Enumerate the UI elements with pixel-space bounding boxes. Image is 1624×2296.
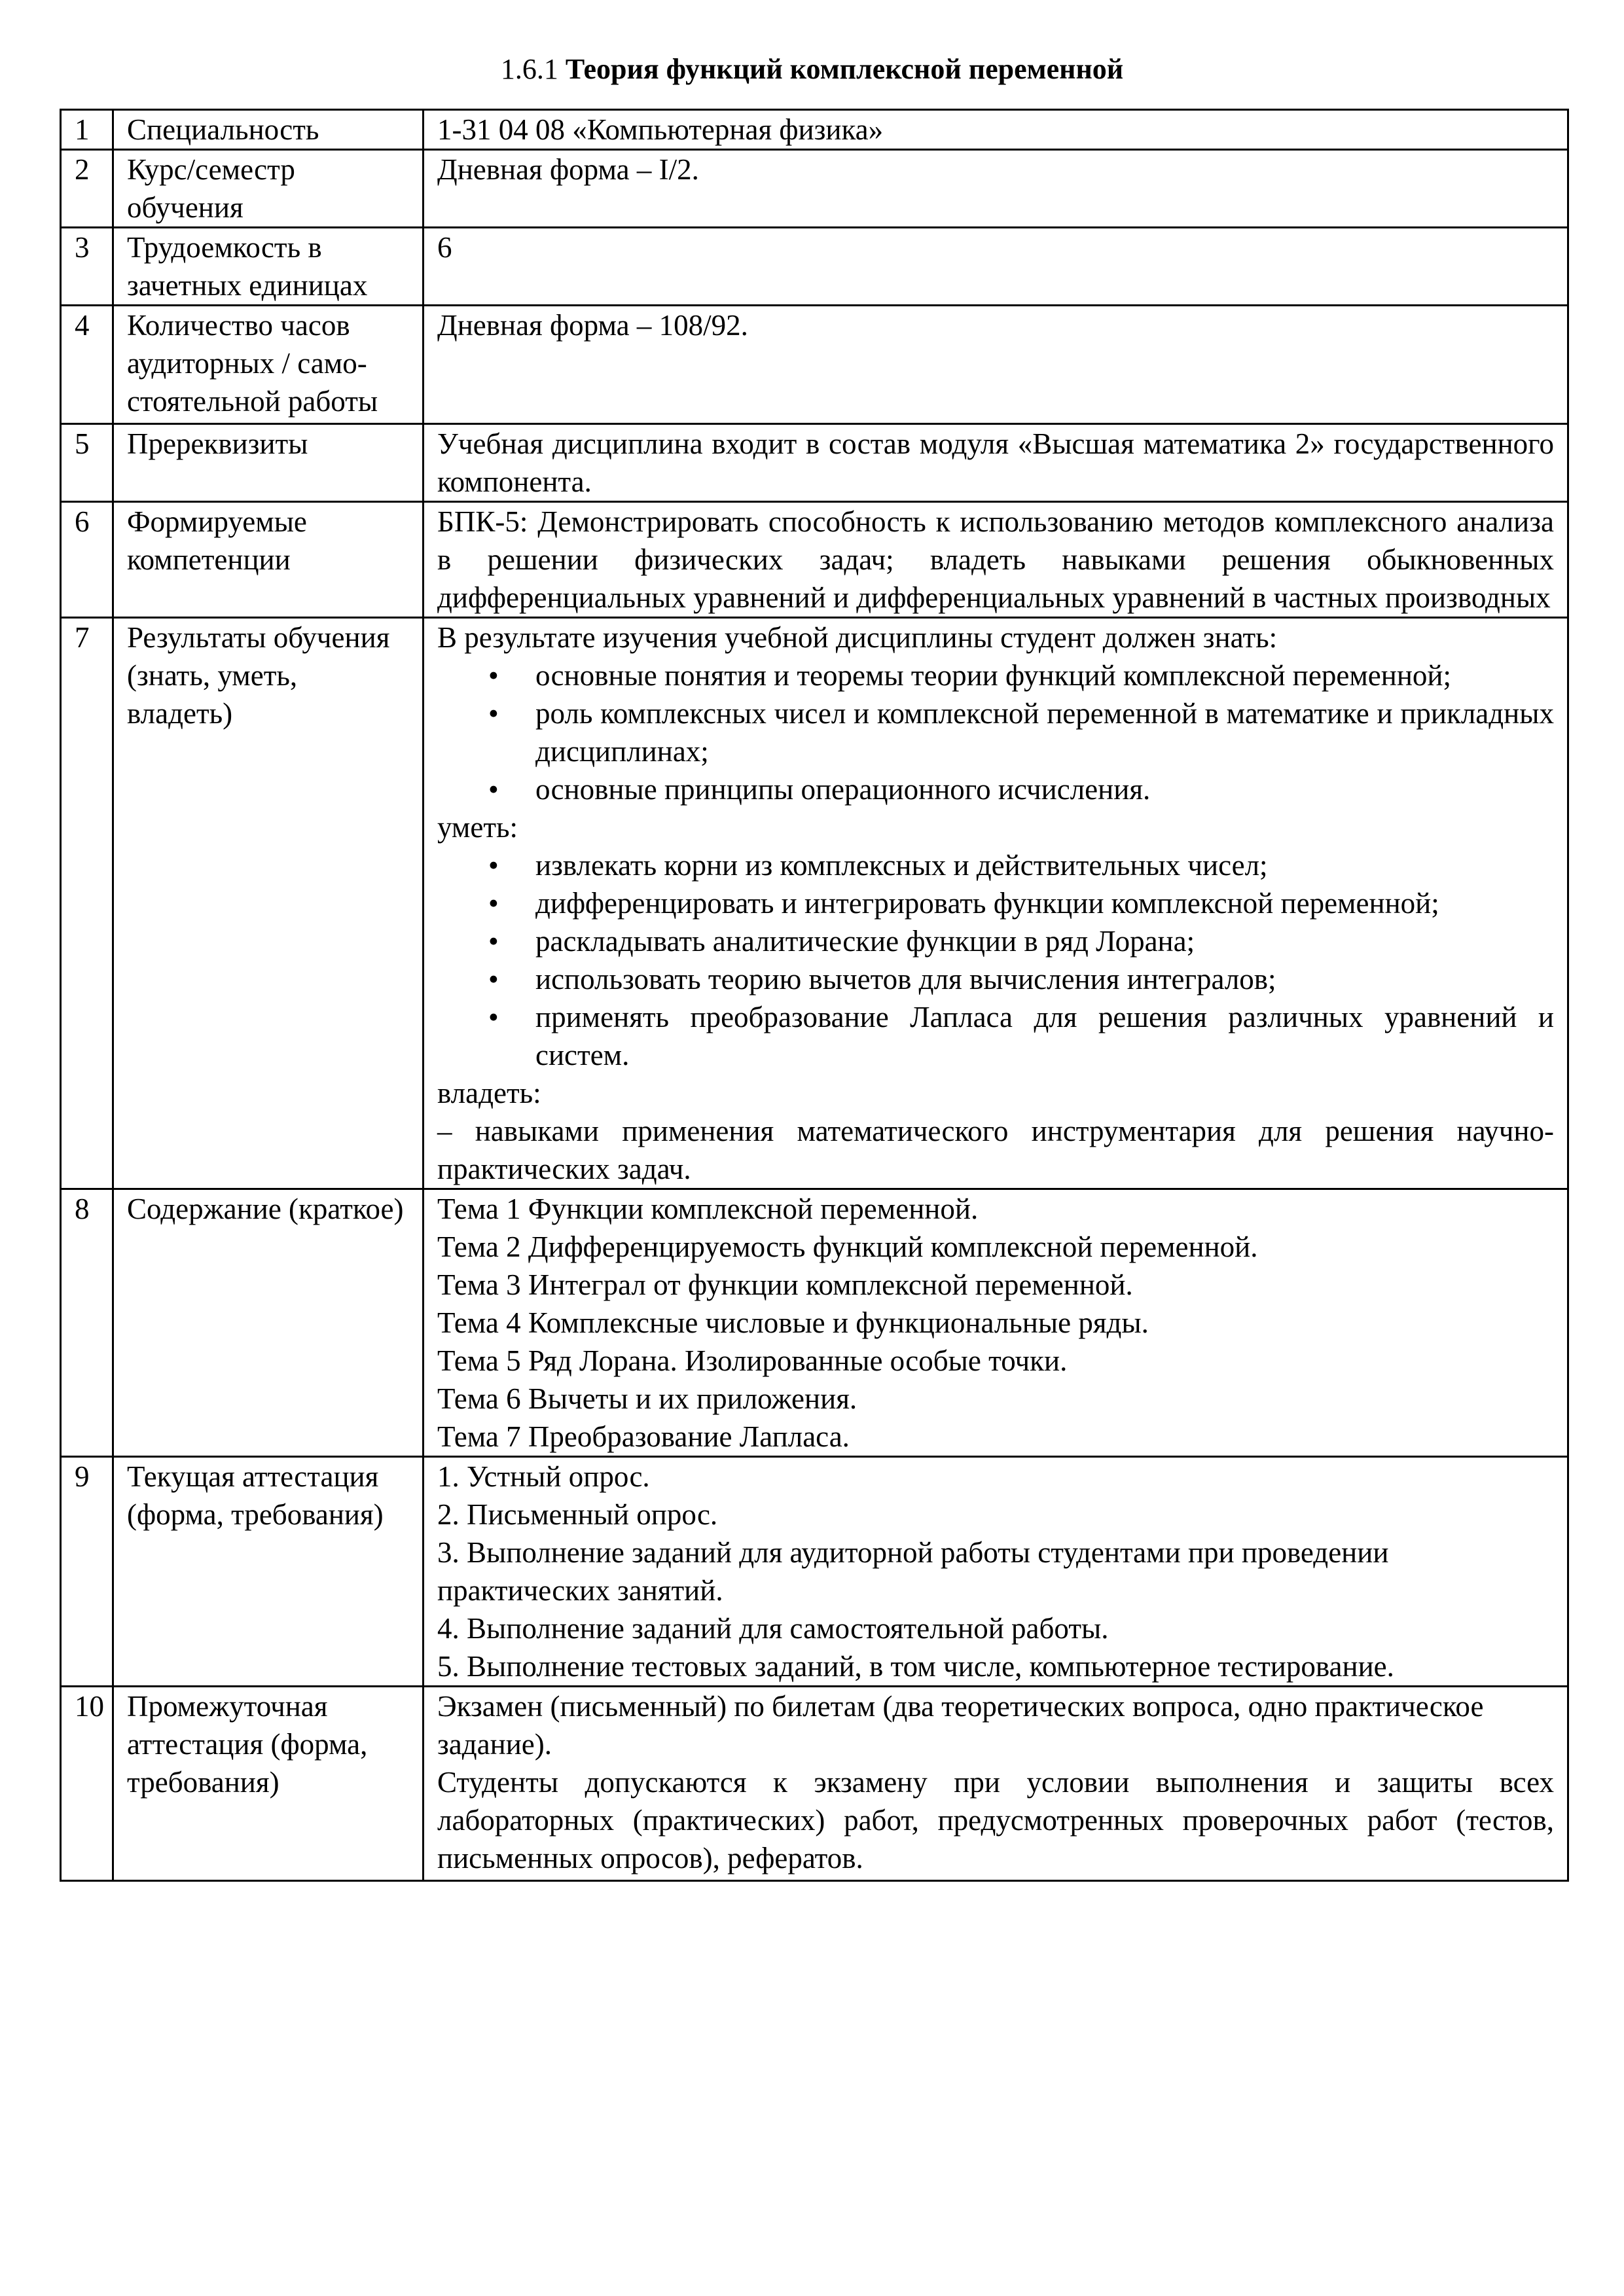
row-value xyxy=(424,1457,1568,1687)
assessment-item: 4. Выполнение заданий для самостоятельной работы. xyxy=(437,1612,1109,1645)
row-value: Дневная форма – 108/92. xyxy=(424,306,1568,424)
can-label: уметь: xyxy=(437,811,518,844)
assessment-item: 3. Выполнение заданий для аудиторной работы студентами при проведении практических занятий. xyxy=(437,1536,1389,1607)
row-value xyxy=(424,1189,1568,1457)
row-label: Количество часов аудиторных / само-стоятельной работы xyxy=(113,306,424,424)
assessment-item: 5. Выполнение тестовых заданий, в том числе, компьютерное тестирование. xyxy=(437,1650,1394,1683)
row-value: БПК-5: Демонстрировать способность к использованию методов комплексного анализа в решении физических задач; владеть навыками решения обыкновенных дифференциальных уравнений и дифференциальных уравнений в частных производных xyxy=(424,502,1568,618)
topic-item: Тема 7 Преобразование Лапласа. xyxy=(437,1420,850,1453)
row-value xyxy=(424,618,1568,1189)
row-label: Содержание (краткое) xyxy=(113,1189,424,1457)
topic-item: Тема 5 Ряд Лорана. Изолированные особые точки. xyxy=(437,1344,1068,1377)
row-value: Дневная форма – I/2. xyxy=(424,150,1568,228)
row-label: Пререквизиты xyxy=(113,424,424,502)
own-label: владеть: xyxy=(437,1077,541,1109)
table-row xyxy=(61,306,1568,424)
row-label: Курс/семестр обучения xyxy=(113,150,424,228)
row-label: Результаты обучения (знать, уметь, владеть) xyxy=(113,618,424,1189)
assessment-item: 2. Письменный опрос. xyxy=(437,1498,718,1531)
list-item: • извлекать корни из комплексных и действительных чисел; xyxy=(437,846,1554,884)
section-number: 1.6.1 xyxy=(500,53,558,85)
row-value: Учебная дисциплина входит в состав модуля «Высшая математика 2» государственного компонента. xyxy=(424,424,1568,502)
can-list xyxy=(437,846,1554,1074)
row-number: 6 xyxy=(61,502,113,618)
row-number: 3 xyxy=(61,228,113,306)
row-number: 7 xyxy=(61,618,113,1189)
row-label: Промежуточная аттестация (форма, требования) xyxy=(113,1687,424,1881)
topic-item: Тема 1 Функции комплексной переменной. xyxy=(437,1193,979,1225)
know-list xyxy=(437,656,1554,808)
list-item: • раскладывать аналитические функции в ряд Лорана; xyxy=(437,922,1554,960)
list-item: • дифференцировать и интегрировать функции комплексной переменной; xyxy=(437,884,1554,922)
list-item: • основные принципы операционного исчисления. xyxy=(437,770,1554,808)
row-number: 8 xyxy=(61,1189,113,1457)
topic-item: Тема 2 Дифференцируемость функций комплексной переменной. xyxy=(437,1230,1258,1263)
row-number: 5 xyxy=(61,424,113,502)
row-label: Специальность xyxy=(113,110,424,150)
row-label: Текущая аттестация (форма, требования) xyxy=(113,1457,424,1687)
row-number: 1 xyxy=(61,110,113,150)
exam-paragraph: Экзамен (письменный) по билетам (два теоретических вопроса, одно практическое задание). xyxy=(437,1690,1484,1761)
table-row xyxy=(61,618,1568,1189)
topic-item: Тема 6 Вычеты и их приложения. xyxy=(437,1382,857,1415)
list-item: • основные понятия и теоремы теории функций комплексной переменной; xyxy=(437,656,1554,694)
row-label: Формируемые компетенции xyxy=(113,502,424,618)
list-item: • применять преобразование Лапласа для решения различных уравнений и систем. xyxy=(437,998,1554,1074)
table-row xyxy=(61,1687,1568,1881)
topic-item: Тема 4 Комплексные числовые и функциональные ряды. xyxy=(437,1306,1149,1339)
row-value xyxy=(424,1687,1568,1881)
row-number: 10 xyxy=(61,1687,113,1881)
list-item: • использовать теорию вычетов для вычисления интегралов; xyxy=(437,960,1554,998)
row-number: 4 xyxy=(61,306,113,424)
topic-item: Тема 3 Интеграл от функции комплексной переменной. xyxy=(437,1268,1133,1301)
section-name: Теория функций комплексной переменной xyxy=(565,53,1124,85)
row-value: 6 xyxy=(424,228,1568,306)
assessment-item: 1. Устный опрос. xyxy=(437,1460,650,1493)
discipline-table xyxy=(60,109,1569,1882)
page-title xyxy=(0,50,1624,89)
list-item: • роль комплексных чисел и комплексной переменной в математике и прикладных дисциплинах; xyxy=(437,694,1554,770)
table-row xyxy=(61,424,1568,502)
exam-paragraph: Студенты допускаются к экзамену при условии выполнения и защиты всех лабораторных (практических) работ, предусмотренных проверочных работ (тестов, письменных опросов), рефератов. xyxy=(437,1766,1554,1874)
table-row xyxy=(61,150,1568,228)
outcomes-intro: В результате изучения учебной дисциплины студент должен знать: xyxy=(437,621,1278,654)
table-row xyxy=(61,228,1568,306)
own-text: – навыками применения математического инструментария для решения научно-практических задач. xyxy=(437,1115,1554,1185)
table-row xyxy=(61,1457,1568,1687)
row-value: 1-31 04 08 «Компьютерная физика» xyxy=(424,110,1568,150)
row-number: 9 xyxy=(61,1457,113,1687)
row-number: 2 xyxy=(61,150,113,228)
table-row xyxy=(61,502,1568,618)
row-label: Трудоемкость в зачетных единицах xyxy=(113,228,424,306)
table-row xyxy=(61,110,1568,150)
table-row xyxy=(61,1189,1568,1457)
